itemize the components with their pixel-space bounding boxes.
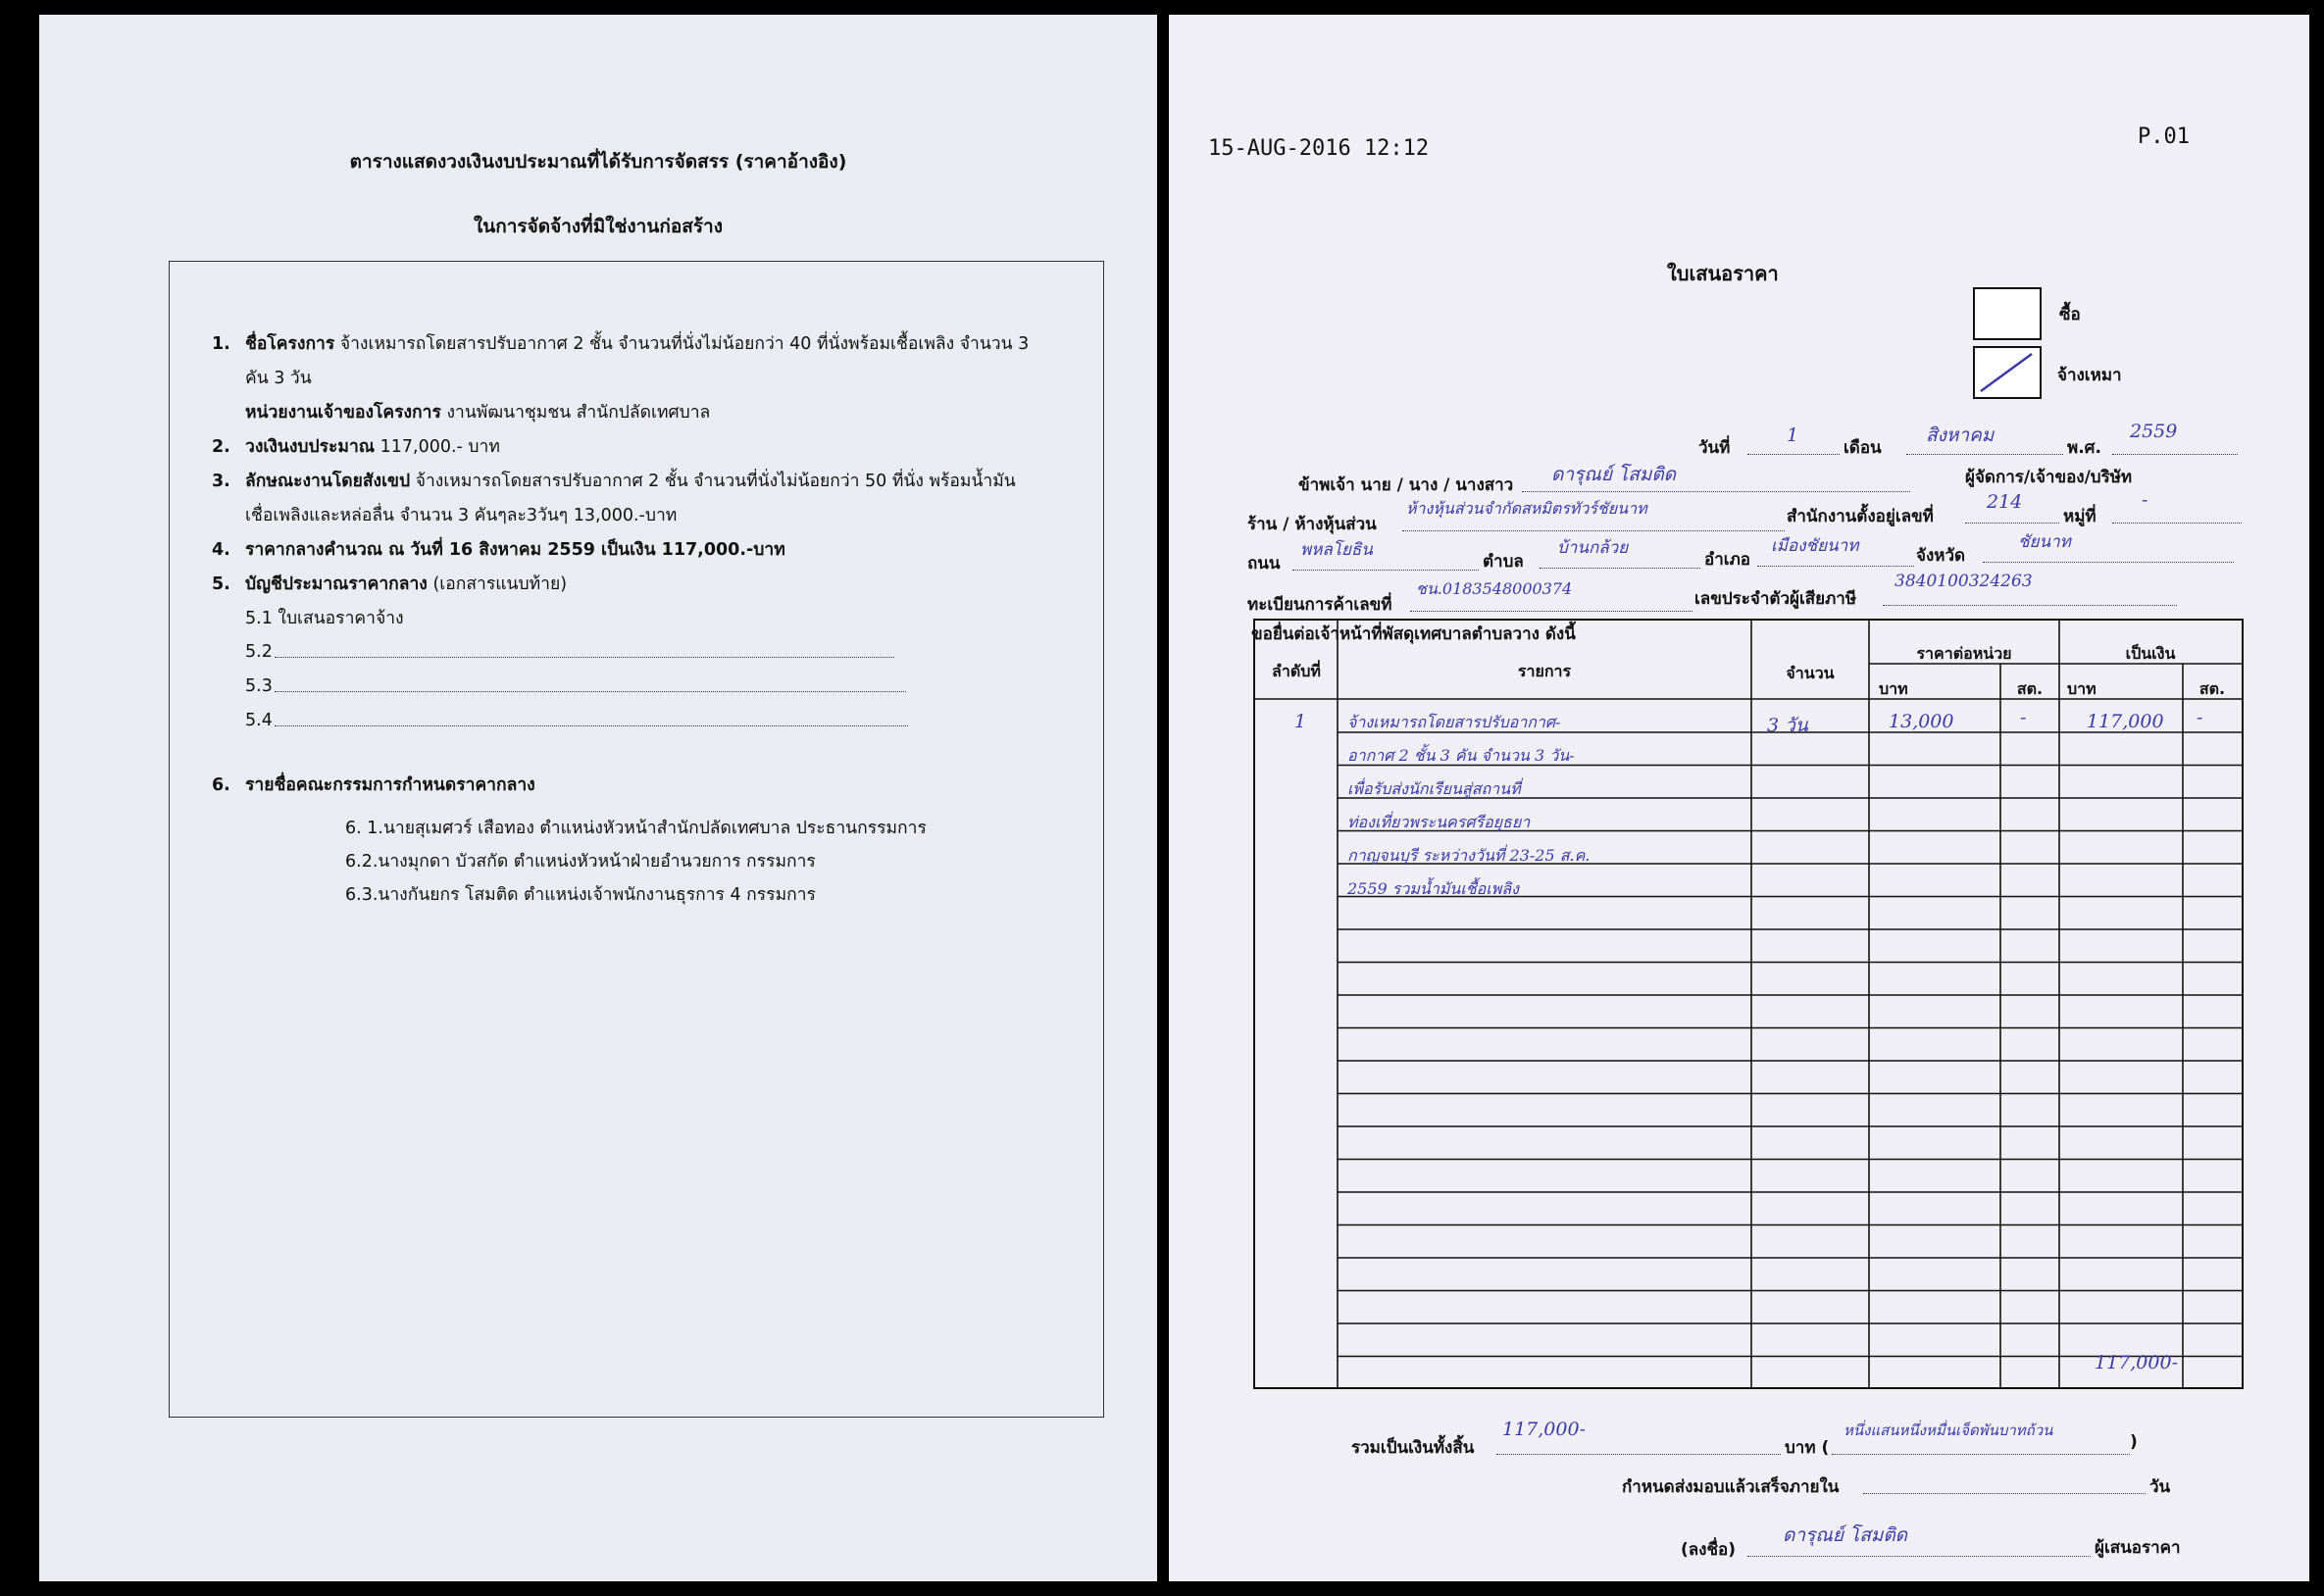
- deliver-unit: วัน: [2149, 1477, 2171, 1497]
- row1-desc-line: อากาศ 2 ชั้น 3 คัน จำนวน 3 วัน-: [1347, 746, 1575, 765]
- row1-unit: 13,000: [1889, 711, 1954, 732]
- th-no: ลำดับที่: [1272, 662, 1321, 680]
- row1-total: 117,000: [2087, 711, 2164, 732]
- item4-label: ราคากลางคำนวณ ณ วันที่ 16 สิงหาคม 2559 เป็นเงิน 117,000.-บาท: [245, 540, 785, 560]
- shop-value: ห้างหุ้นส่วนจำกัดสหมิตรทัวร์ชัยนาท: [1406, 499, 1647, 518]
- tambon-value: บ้านกล้วย: [1557, 538, 1629, 558]
- item3: [245, 469, 1016, 494]
- row1-desc-line: กาญจนบุรี ระหว่างวันที่ 23-25 ส.ค.: [1347, 846, 1591, 865]
- baht-words-dotline: [1832, 1454, 2130, 1455]
- deliver-dotline: [1863, 1493, 2146, 1494]
- th-unit-baht: บาท: [1879, 679, 1908, 698]
- sign-value: ดารุณย์ โสมติด: [1783, 1524, 1908, 1546]
- committee-1: 6. 1.นายสุเมศวร์ เสือทอง ตำแหน่งหัวหน้าสำนักปลัดเทศบาล ประธานกรรมการ: [345, 819, 927, 838]
- reg-label: ทะเบียนการค้าเลขที่: [1247, 595, 1392, 615]
- road-label: ถนน: [1247, 554, 1281, 574]
- sign-dotline: [1747, 1556, 2091, 1557]
- item5-1: 5.1 ใบเสนอราคาจ้าง: [245, 609, 404, 628]
- shop-dotline: [1402, 530, 1785, 531]
- baht-label: บาท (: [1785, 1438, 1830, 1458]
- item3-num: 3.: [212, 472, 230, 491]
- quotation-table: [1253, 619, 2244, 1389]
- item1-text-2: คัน 3 วัน: [245, 369, 312, 388]
- item5-label: บัญชีประมาณราคากลาง: [245, 574, 428, 594]
- right-page: [1169, 15, 2309, 1581]
- year-label: พ.ศ.: [2067, 438, 2101, 458]
- th-unit-satang: สต.: [2016, 679, 2044, 698]
- row1-qty: 3 วัน: [1767, 715, 1808, 736]
- baht-words: หนึ่งแสนหนึ่งหมื่นเจ็ดพันบาทถ้วน: [1844, 1421, 2053, 1439]
- item5-4: 5.4: [245, 711, 273, 730]
- fax-header: 15-AUG-2016 12:12: [1208, 136, 1430, 161]
- item1-owner-value: งานพัฒนาชุมชน สำนักปลัดเทศบาล: [446, 403, 711, 423]
- item2-num: 2.: [212, 437, 230, 457]
- date-day: 1: [1787, 424, 1799, 446]
- doc-title: ใบเสนอราคา: [1667, 262, 1779, 285]
- item1: [245, 331, 1029, 357]
- year-dotline: [2112, 454, 2238, 455]
- signer-role: ผู้เสนอราคา: [2095, 1538, 2181, 1558]
- date-dotline: [1747, 454, 1840, 455]
- table-grid: [1255, 621, 2242, 1387]
- item5: [245, 572, 567, 597]
- item5-2-dotline: [275, 657, 894, 658]
- committee-2: 6.2.นางมุกดา บัวสกัด ตำแหน่งหัวหน้าฝ่ายอำนวยการ กรรมการ: [345, 852, 816, 872]
- office-value: 214: [1987, 491, 2023, 513]
- item3-text-2: เชื่อเพลิงและหล่อลื่น จำนวน 3 คันๆละ3วันๆ 13,000.-บาท: [245, 506, 678, 525]
- item1-owner: [245, 400, 710, 425]
- row1-desc-line: เพื่อรับส่งนักเรียนสู่สถานที่: [1347, 779, 1521, 798]
- name-role: ผู้จัดการ/เจ้าของ/บริษัท: [1965, 468, 2133, 487]
- province-dotline: [1983, 562, 2234, 563]
- year-value: 2559: [2130, 421, 2178, 442]
- month-label: เดือน: [1844, 438, 1882, 458]
- th-item: รายการ: [1517, 662, 1572, 680]
- checkbox-buy-label: ซื้อ: [2059, 305, 2081, 324]
- shop-label: ร้าน / ห้างหุ้นส่วน: [1247, 515, 1377, 534]
- item1-owner-label: หน่วยงานเจ้าของโครงการ: [245, 403, 441, 423]
- item5-2: 5.2: [245, 642, 273, 662]
- reg-dotline: [1410, 611, 1692, 612]
- item2-text: 117,000.- บาท: [379, 437, 500, 457]
- checkbox-hire-label: จ้างเหมา: [2057, 366, 2122, 385]
- moo-label: หมู่ที่: [2063, 507, 2097, 526]
- th-total-satang: สต.: [2198, 679, 2226, 698]
- item2-label: วงเงินงบประมาณ: [245, 437, 376, 457]
- th-unit-price: ราคาต่อหน่วย: [1916, 644, 2012, 663]
- amphoe-value: เมืองชัยนาท: [1771, 536, 1859, 556]
- road-dotline: [1292, 570, 1479, 571]
- item6-num: 6.: [212, 775, 230, 795]
- month-value: สิงหาคม: [1926, 424, 1995, 446]
- total-dotline: [1496, 1454, 1781, 1455]
- left-page: [39, 15, 1157, 1581]
- th-qty: จำนวน: [1786, 664, 1835, 682]
- name-value: ดารุณย์ โสมติด: [1551, 464, 1677, 485]
- row1-desc-line: จ้างเหมารถโดยสารปรับอากาศ-: [1347, 713, 1561, 731]
- row1-desc-line: ท่องเที่ยวพระนครศรีอยุธยา: [1347, 813, 1531, 831]
- checkbox-hire: [1973, 346, 2042, 399]
- item5-3: 5.3: [245, 676, 273, 696]
- item4-num: 4.: [212, 540, 230, 560]
- row1-total-satang: -: [2197, 707, 2203, 728]
- tax-value: 3840100324263: [1895, 572, 2033, 591]
- tax-dotline: [1883, 605, 2177, 606]
- left-title-1: ตารางแสดงวงเงินงบประมาณที่ได้รับการจัดสรร (ราคาอ้างอิง): [349, 151, 847, 173]
- total-label: รวมเป็นเงินทั้งสิ้น: [1351, 1438, 1475, 1458]
- checkbox-buy: [1973, 287, 2042, 340]
- sum-cell: 117,000-: [2095, 1352, 2178, 1373]
- committee-3: 6.3.นางกันยกร โสมติด ตำแหน่งเจ้าพนักงานธุรการ 4 กรรมการ: [345, 885, 816, 905]
- checkmark-slash-icon: [1975, 348, 2040, 397]
- row1-unit-satang: -: [2020, 707, 2027, 728]
- sign-label: (ลงชื่อ): [1681, 1540, 1737, 1560]
- reg-value: ชน.0183548000374: [1416, 579, 1573, 598]
- item1-label: ชื่อโครงการ: [245, 334, 335, 354]
- th-total: เป็นเงิน: [2125, 644, 2176, 663]
- moo-value: -: [2142, 489, 2148, 511]
- item1-num: 1.: [212, 334, 230, 354]
- province-label: จังหวัด: [1916, 546, 1966, 566]
- baht-close: ): [2130, 1432, 2138, 1452]
- tambon-dotline: [1540, 568, 1700, 569]
- row1-desc-line: 2559 รวมน้ำมันเชื้อเพลิง: [1347, 879, 1519, 898]
- province-value: ชัยนาท: [2018, 532, 2071, 552]
- office-label: สำนักงานตั้งอยู่เลขที่: [1787, 507, 1934, 526]
- road-value: พหลโยธิน: [1300, 540, 1373, 560]
- item5-3-dotline: [275, 691, 906, 692]
- item1-text: จ้างเหมารถโดยสารปรับอากาศ 2 ชั้น จำนวนที่นั่งไม่น้อยกว่า 40 ที่นั่งพร้อมเชื้อเพลิง จำนวน 3: [339, 334, 1030, 354]
- amphoe-dotline: [1757, 566, 1914, 567]
- tax-label: เลขประจำตัวผู้เสียภาษี: [1694, 589, 1857, 609]
- intro-text: ขอยื่นต่อเจ้าหน้าที่พัสดุเทศบาลตำบลวาง ดังนี้: [1251, 624, 1576, 644]
- deliver-label: กำหนดส่งมอบแล้วเสร็จภายใน: [1622, 1477, 1840, 1497]
- moo-dotline: [2112, 523, 2242, 524]
- name-dotline: [1522, 491, 1910, 492]
- item5-text: (เอกสารแนบท้าย): [432, 574, 568, 594]
- tambon-label: ตำบล: [1483, 552, 1524, 572]
- total-value: 117,000-: [1502, 1419, 1586, 1440]
- page-number: P.01: [2138, 125, 2190, 149]
- item3-text: จ้างเหมารถโดยสารปรับอากาศ 2 ชั้น จำนวนที่นั่งไม่น้อยกว่า 50 ที่นั่ง พร้อมน้ำมัน: [415, 472, 1016, 491]
- th-total-baht: บาท: [2067, 679, 2097, 698]
- month-dotline: [1906, 454, 2063, 455]
- amphoe-label: อำเภอ: [1704, 550, 1750, 570]
- item3-label: ลักษณะงานโดยสังเขป: [245, 472, 411, 491]
- name-label: ข้าพเจ้า นาย / นาง / นางสาว: [1298, 475, 1514, 495]
- item2: [245, 434, 500, 460]
- office-dotline: [1965, 523, 2059, 524]
- item5-num: 5.: [212, 574, 230, 594]
- item5-4-dotline: [275, 725, 908, 726]
- left-title-2: ในการจัดจ้างที่มิใช่งานก่อสร้าง: [473, 216, 723, 237]
- row1-no: 1: [1294, 711, 1307, 732]
- item6-label: รายชื่อคณะกรรมการกำหนดราคากลาง: [245, 775, 535, 795]
- date-label: วันที่: [1698, 438, 1731, 458]
